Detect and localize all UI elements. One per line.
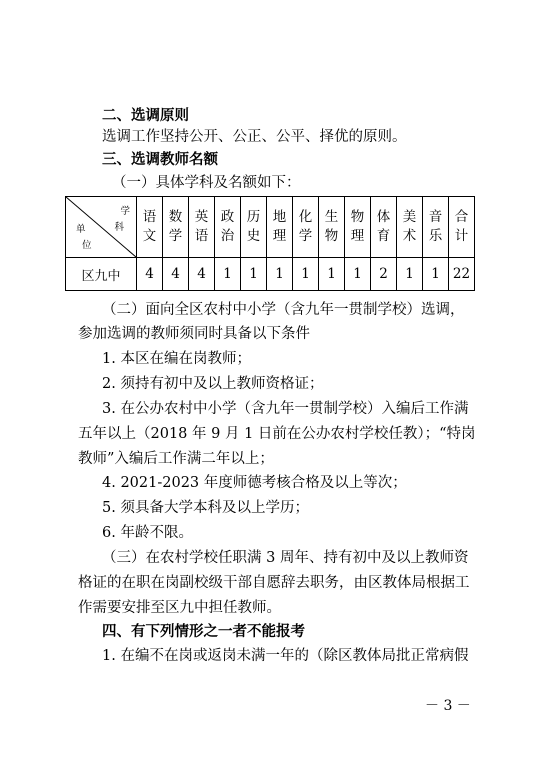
- section-heading-4: 四、有下列情形之一者不能报考: [102, 624, 305, 640]
- paragraph: 3. 在公办农村中小学（含九年一贯制学校）入编后工作满: [102, 401, 469, 417]
- table-cell: 2: [371, 258, 397, 291]
- subject-header: 生 物: [319, 197, 345, 258]
- corner-label: 学: [120, 206, 130, 217]
- corner-label: 单: [76, 224, 86, 235]
- paragraph: （一）具体学科及名额如下：: [112, 175, 301, 191]
- table-cell: 4: [163, 258, 189, 291]
- table-cell: 22: [449, 258, 475, 291]
- paragraph: 格证的在职在岗副校级干部自愿辞去职务，由区教体局根据工: [78, 575, 470, 591]
- table-cell: 1: [345, 258, 371, 291]
- section-heading-3: 三、选调教师名额: [102, 152, 218, 168]
- table-cell: 1: [423, 258, 449, 291]
- paragraph: 选调工作坚持公开、公正、公平、择优的原则。: [102, 129, 407, 145]
- paragraph: 1. 本区在编在岗教师；: [102, 351, 251, 367]
- table-cell: 4: [137, 258, 163, 291]
- row-label: 区九中: [66, 258, 137, 291]
- corner-label: 位: [82, 240, 92, 251]
- table-cell: 1: [293, 258, 319, 291]
- table-cell: 1: [319, 258, 345, 291]
- subject-header: 数 学: [163, 197, 189, 258]
- subject-header: 化 学: [293, 197, 319, 258]
- subject-header: 合 计: [449, 197, 475, 258]
- paragraph: 4. 2021-2023 年度师德考核合格及以上等次；: [102, 475, 407, 491]
- paragraph: 作需要安排至区九中担任教师。: [78, 600, 281, 616]
- page-number: － 3 －: [425, 698, 471, 714]
- subject-header: 美 术: [397, 197, 423, 258]
- subject-header: 英 语: [189, 197, 215, 258]
- table-cell: 1: [215, 258, 241, 291]
- table-cell: 4: [189, 258, 215, 291]
- quota-table: [65, 196, 475, 291]
- corner-label: 科: [114, 222, 124, 233]
- subject-header: 音 乐: [423, 197, 449, 258]
- paragraph: 五年以上（2018 年 9 月 1 日前在公办农村学校任教）；“特岗: [78, 426, 476, 442]
- subject-header: 语 文: [137, 197, 163, 258]
- subject-header: 物 理: [345, 197, 371, 258]
- paragraph: 1. 在编不在岗或返岗未满一年的（除区教体局批正常病假: [102, 648, 469, 664]
- paragraph: 参加选调的教师须同时具备以下条件: [78, 326, 310, 342]
- table-row: [66, 258, 475, 291]
- subject-header: 地 理: [267, 197, 293, 258]
- table-cell: 1: [267, 258, 293, 291]
- paragraph: 6. 年龄不限。: [102, 525, 193, 541]
- paragraph: 2. 须持有初中及以上教师资格证；: [102, 376, 324, 392]
- paragraph: 5. 须具备大学本科及以上学历；: [102, 500, 309, 516]
- table-cell: 1: [397, 258, 423, 291]
- paragraph: （二）面向全区农村中小学（含九年一贯制学校）选调，: [102, 302, 465, 318]
- table-cell: 1: [241, 258, 267, 291]
- paragraph: （三）在农村学校任职满 3 周年、持有初中及以上教师资: [102, 550, 469, 566]
- subject-header: 历 史: [241, 197, 267, 258]
- subject-header: 体 育: [371, 197, 397, 258]
- table-corner-cell: [66, 197, 137, 258]
- subject-header: 政 治: [215, 197, 241, 258]
- section-heading-2: 二、选调原则: [102, 108, 189, 124]
- table-header-row: [66, 197, 475, 258]
- paragraph: 教师”入编后工作满二年以上；: [78, 451, 274, 467]
